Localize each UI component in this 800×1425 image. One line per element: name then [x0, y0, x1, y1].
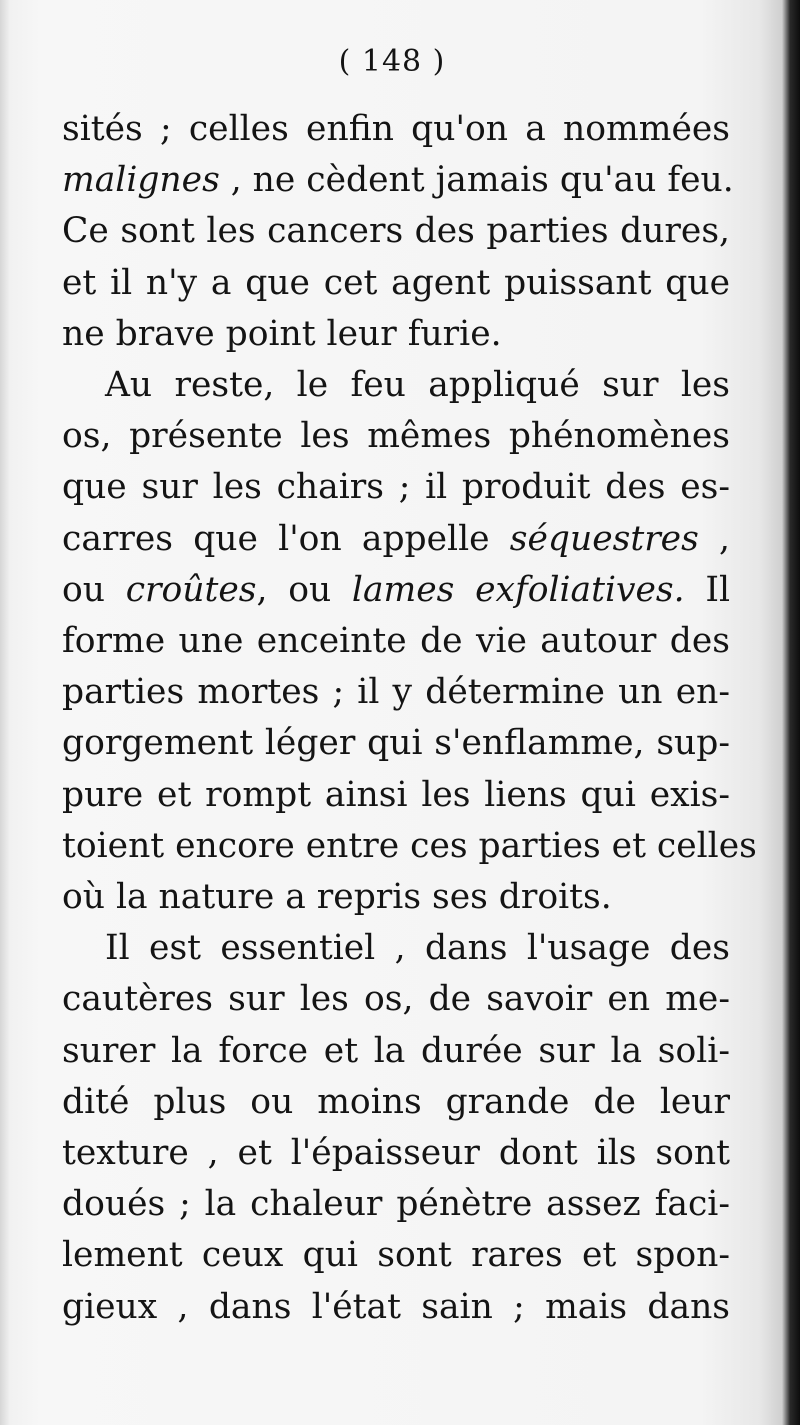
text-line — [62, 717, 730, 769]
text-line — [62, 615, 730, 667]
text-span: et il n'y a que cet agent puissant que — [62, 262, 730, 303]
text-line — [62, 564, 730, 616]
text-line — [62, 1025, 730, 1077]
text-span: Il — [684, 569, 730, 610]
text-span: gieux , dans l'état sain ; mais dans — [62, 1286, 730, 1327]
text-span: Ce sont les cancers des parties dures, — [62, 211, 730, 252]
text-span: dité plus ou moins grande de leur — [62, 1081, 730, 1122]
text-line — [62, 103, 730, 155]
text-line — [62, 1076, 730, 1128]
italic-term: séquestres — [509, 518, 699, 559]
text-span: surer la force et la durée sur la soli- — [62, 1030, 730, 1071]
text-line — [62, 1229, 730, 1281]
text-span: , ou — [256, 569, 352, 610]
text-span: Il est essentiel , dans l'usage des — [105, 928, 730, 969]
text-line — [62, 257, 730, 309]
text-span: Au reste, le feu appliqué sur les — [105, 365, 730, 405]
text-span: ne brave point leur furie. — [62, 313, 502, 354]
text-line — [62, 1127, 730, 1179]
text-line — [62, 1178, 730, 1230]
text-span: toient encore entre ces parties et celles — [62, 825, 757, 866]
page-number: ( 148 ) — [338, 44, 446, 79]
text-span: carres que l'on appelle — [62, 518, 510, 559]
text-span: sités ; celles enfin qu'on a nommées — [62, 109, 730, 149]
text-line — [62, 461, 730, 513]
text-span: forme une enceinte de vie autour des — [62, 621, 730, 661]
text-line — [62, 154, 734, 206]
text-span: parties mortes ; il y détermine un en- — [62, 672, 730, 713]
text-line — [105, 922, 730, 974]
text-span: cautères sur les os, de savoir en me- — [62, 979, 730, 1020]
text-span: lement ceux qui sont rares et spon- — [62, 1235, 730, 1276]
text-line — [105, 359, 730, 411]
text-line — [62, 1281, 730, 1333]
text-line — [62, 820, 757, 872]
text-span: pure et rompt ainsi les liens qui exis- — [62, 774, 730, 815]
text-line — [62, 666, 730, 718]
text-line — [62, 308, 730, 360]
text-line — [62, 973, 730, 1025]
italic-term: malignes — [62, 160, 220, 201]
text-span: gorgement léger qui s'enflamme, sup- — [62, 723, 730, 764]
text-line — [62, 871, 730, 923]
text-span: os, présente les mêmes phénomènes — [62, 416, 730, 457]
text-line — [62, 769, 730, 821]
text-span: texture , et l'épaisseur dont ils sont — [62, 1133, 730, 1173]
text-span: doués ; la chaleur pénètre assez faci- — [62, 1184, 730, 1225]
text-span: ou — [62, 569, 126, 610]
text-line — [62, 205, 730, 257]
text-line — [62, 513, 730, 565]
text-span: que sur les chairs ; il produit des es- — [62, 467, 730, 508]
text-span: , — [698, 518, 731, 559]
italic-term: croûtes — [125, 569, 257, 610]
text-line — [62, 410, 730, 462]
italic-term: lames exfoliatives. — [351, 569, 685, 610]
text-span: où la nature a repris ses droits. — [62, 877, 612, 917]
text-span: , ne cèdent jamais qu'au feu. — [219, 160, 734, 201]
